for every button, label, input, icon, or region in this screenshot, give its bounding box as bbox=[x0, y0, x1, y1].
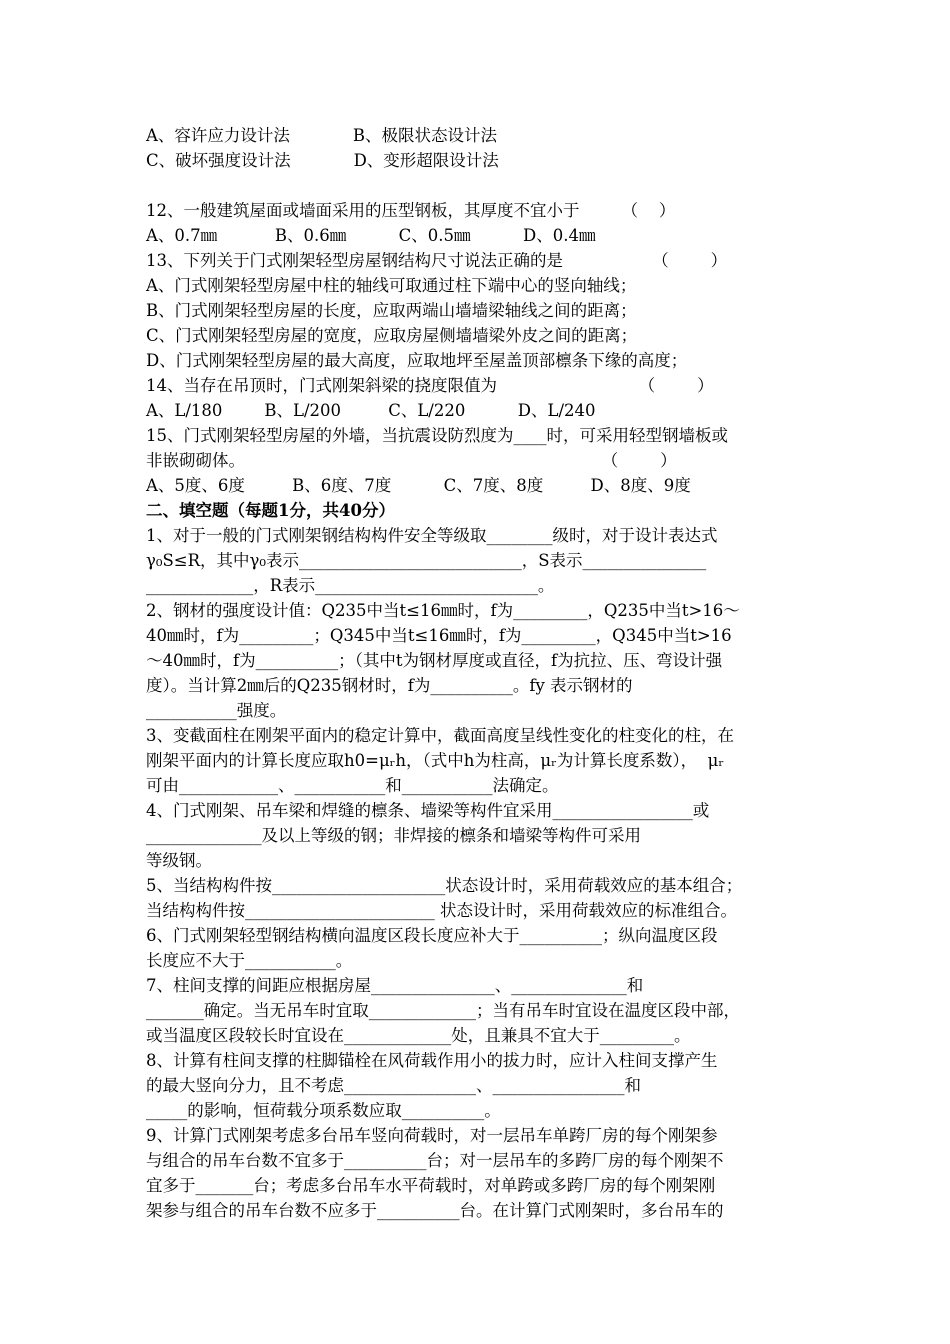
q12-options: A、0.7㎜ B、0.6㎜ C、0.5㎜ D、0.4㎜ bbox=[146, 226, 596, 245]
fill-q4-line3: 等级钢。 bbox=[146, 851, 212, 870]
fill-q2-line2: 40㎜时，f为_________；Q345中当t≤16㎜时，f为_________，Q345中当t>16 bbox=[146, 626, 732, 645]
fill-q6-line2: 长度应不大于___________。 bbox=[146, 951, 353, 970]
q15-stem: 15、门式刚架轻型房屋的外墙，当抗震设防烈度为____时，可采用轻型钢墙板或 bbox=[146, 426, 728, 445]
fill-q5-line2: 当结构构件按_______________________ 状态设计时，采用荷载效应的标准组合。 bbox=[146, 901, 737, 920]
q13-option-b: B、门式刚架轻型房屋的长度，应取两端山墙墙梁轴线之间的距离； bbox=[146, 301, 637, 320]
fill-q9-line2: 与组合的吊车台数不宜多于__________台；对一层吊车的多跨厂房的每个刚架不 bbox=[146, 1151, 724, 1170]
q15-options: A、5度、6度 B、6度、7度 C、7度、8度 D、8度、9度 bbox=[146, 476, 691, 495]
fill-q2-line1: 2、钢材的强度设计值：Q235中当t≤16㎜时，f为_________，Q235中当t>16～ bbox=[146, 601, 740, 620]
fill-q3-line3: 可由____________、___________和___________法确定。 bbox=[146, 776, 559, 795]
fill-q8-line1: 8、计算有柱间支撑的柱脚锚栓在风荷载作用小的拔力时，应计入柱间支撑产生 bbox=[146, 1051, 718, 1070]
fill-q8-line2: 的最大竖向分力，且不考虑________________、________________和 bbox=[146, 1076, 641, 1095]
fill-q1-line3: _____________，R表示___________________________。 bbox=[146, 576, 555, 595]
fill-q5-line1: 5、当结构构件按_____________________状态设计时，采用荷载效应的基本组合； bbox=[146, 876, 743, 895]
q13-option-d: D、门式刚架轻型房屋的最大高度，应取地坪至屋盖顶部檩条下缘的高度； bbox=[146, 351, 688, 370]
q13-option-a: A、门式刚架轻型房屋中柱的轴线可取通过柱下端中心的竖向轴线； bbox=[146, 276, 637, 295]
fill-q1-line1: 1、对于一般的门式刚架钢结构构件安全等级取________级时，对于设计表达式 bbox=[146, 526, 718, 545]
fill-q6-line1: 6、门式刚架轻型钢结构横向温度区段长度应补大于__________；纵向温度区段 bbox=[146, 926, 718, 945]
fill-q1-line2: γ₀S≤R，其中γ₀表示___________________________，S表示_______________ bbox=[146, 551, 707, 570]
fill-q7-line3: 或当温度区段较长时宜设在_____________处，且兼具不宜大于_________。 bbox=[146, 1026, 691, 1045]
fill-q9-line1: 9、计算门式刚架考虑多台吊车竖向荷载时，对一层吊车单跨厂房的每个刚架参 bbox=[146, 1126, 718, 1145]
fill-q3-line2: 刚架平面内的计算长度应取h0=μᵣh，（式中h为柱高，μᵣ为计算长度系数）， μᵣ bbox=[146, 751, 725, 770]
q14-stem: 14、当存在吊顶时，门式刚架斜梁的挠度限值为 （ ） bbox=[146, 376, 714, 395]
fill-q2-line4: 度）。当计算2㎜后的Q235钢材时，f为__________。fy 表示钢材的 bbox=[146, 676, 633, 695]
q15-stem-cont: 非嵌砌砌体。 （ ） bbox=[146, 451, 677, 470]
fill-q7-line1: 7、柱间支撑的间距应根据房屋_______________、______________和 bbox=[146, 976, 644, 995]
fill-q4-line1: 4、门式刚架、吊车梁和焊缝的檩条、墙梁等构件宜采用_________________或 bbox=[146, 801, 710, 820]
fill-q4-line2: ______________及以上等级的钢；非焊接的檩条和墙梁等构件可采用 bbox=[146, 826, 641, 845]
q11-options-cd: C、破坏强度设计法 D、变形超限设计法 bbox=[146, 151, 499, 170]
fill-q8-line3: _____的影响，恒荷载分项系数应取__________。 bbox=[146, 1101, 501, 1120]
section-heading: 二、填空题（每题1分，共40分） bbox=[146, 501, 395, 520]
q12-stem: 12、一般建筑屋面或墙面采用的压型钢板，其厚度不宜小于 （ ） bbox=[146, 201, 676, 220]
fill-q7-line2: _______确定。当无吊车时宜取_____________；当有吊车时宜设在温度区段中部， bbox=[146, 1001, 740, 1020]
fill-q9-line4: 架参与组合的吊车台数不应多于__________台。在计算门式刚架时，多台吊车的 bbox=[146, 1201, 724, 1220]
fill-q2-line3: ～40㎜时，f为__________；（其中t为钢材厚度或直径，f为抗拉、压、弯设计强 bbox=[146, 651, 723, 670]
q13-stem: 13、下列关于门式刚架轻型房屋钢结构尺寸说法正确的是 （ ） bbox=[146, 251, 728, 270]
fill-q2-line5: ___________强度。 bbox=[146, 701, 287, 720]
fill-q9-line3: 宜多于_______台；考虑多台吊车水平荷载时，对单跨或多跨厂房的每个刚架刚 bbox=[146, 1176, 716, 1195]
fill-q3-line1: 3、变截面柱在刚架平面内的稳定计算中，截面高度呈线性变化的柱变化的柱，在 bbox=[146, 726, 734, 745]
q14-options: A、L/180 B、L/200 C、L/220 D、L/240 bbox=[146, 401, 596, 420]
q13-option-c: C、门式刚架轻型房屋的宽度，应取房屋侧墙墙梁外皮之间的距离； bbox=[146, 326, 638, 345]
q11-options-ab: A、容许应力设计法 B、极限状态设计法 bbox=[146, 126, 497, 145]
